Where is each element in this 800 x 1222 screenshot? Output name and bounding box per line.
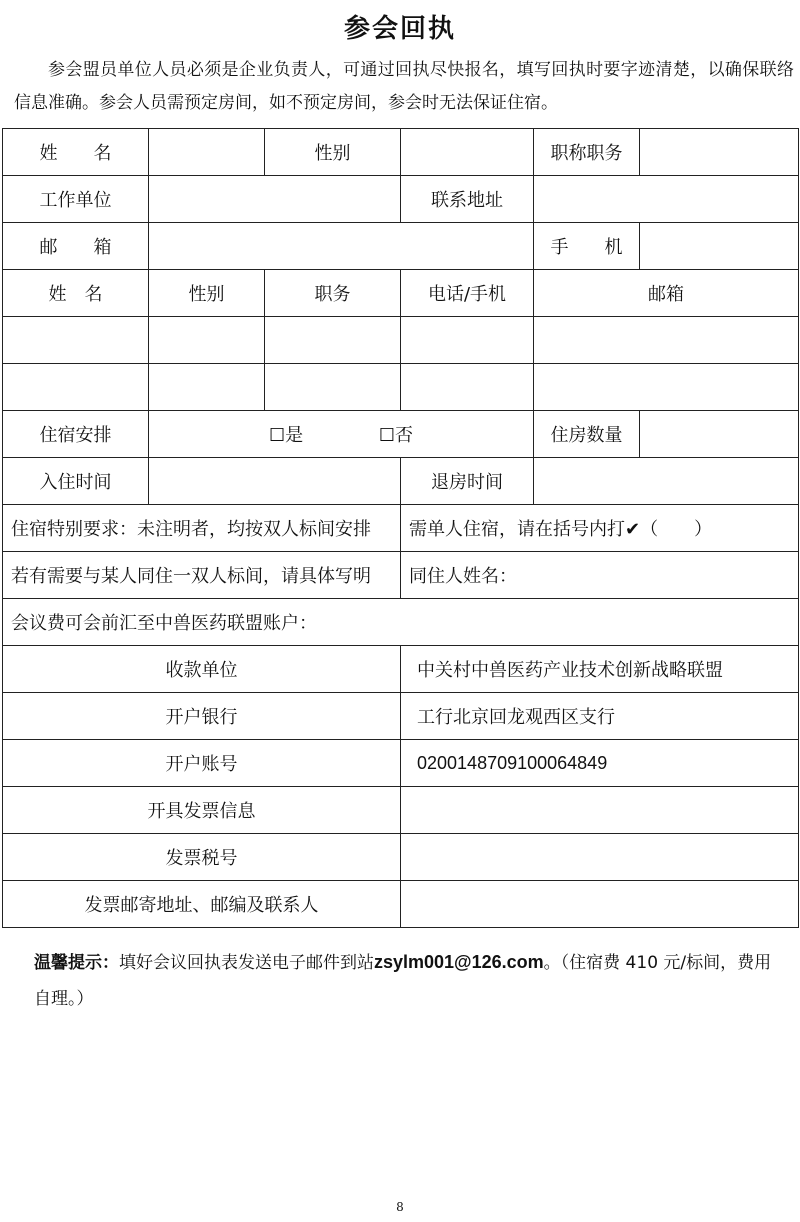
attendee-phone-field[interactable] <box>401 364 534 411</box>
attendee-gender-field[interactable] <box>149 364 265 411</box>
invoice-address-label: 发票邮寄地址、邮编及联系人 <box>3 881 401 928</box>
bank-value: 工行北京回龙观西区支行 <box>401 693 799 740</box>
email-label: 邮 箱 <box>3 223 149 270</box>
share-room-text: 若有需要与某人同住一双人标间，请具体写明 <box>3 552 401 599</box>
room-count-label: 住房数量 <box>534 411 640 458</box>
page-number: 8 <box>396 1200 404 1214</box>
attendee-row <box>3 364 799 411</box>
attendee-row <box>3 317 799 364</box>
tip-label: 温馨提示： <box>34 953 119 973</box>
checkin-field[interactable] <box>149 458 401 505</box>
row-account <box>3 740 799 787</box>
special-request-text: 住宿特别要求：未注明者，均按双人标间安排 <box>3 505 401 552</box>
page-title: 参会回执 <box>343 14 456 44</box>
row-invoice-info <box>3 787 799 834</box>
attendee-name-field[interactable] <box>3 317 149 364</box>
gender-label: 性别 <box>265 129 401 176</box>
attendee-phone-header: 电话/手机 <box>401 270 534 317</box>
attendee-gender-header: 性别 <box>149 270 265 317</box>
payee-value: 中关村中兽医药产业技术创新战略联盟 <box>401 646 799 693</box>
tip-text: 填好会议回执表发送电子邮件到站 <box>119 953 374 973</box>
accommodation-label: 住宿安排 <box>3 411 149 458</box>
attendee-phone-field[interactable] <box>401 317 534 364</box>
gender-field[interactable] <box>401 129 534 176</box>
checkout-field[interactable] <box>534 458 799 505</box>
attendee-email-field[interactable] <box>534 317 799 364</box>
invoice-address-field[interactable] <box>401 881 799 928</box>
checkin-label: 入住时间 <box>3 458 149 505</box>
invoice-info-label: 开具发票信息 <box>3 787 401 834</box>
tax-id-label: 发票税号 <box>3 834 401 881</box>
row-dates <box>3 458 799 505</box>
row-contact <box>3 223 799 270</box>
attendee-gender-field[interactable] <box>149 317 265 364</box>
attendee-position-field[interactable] <box>265 364 401 411</box>
mobile-field[interactable] <box>640 223 799 270</box>
row-special <box>3 505 799 552</box>
account-value: 0200148709100064849 <box>401 740 799 787</box>
title-position-label: 职称职务 <box>534 129 640 176</box>
registration-form <box>2 128 799 928</box>
accommodation-options <box>149 411 534 458</box>
roommate-field[interactable]: 同住人姓名： <box>401 552 799 599</box>
mobile-label: 手 机 <box>534 223 640 270</box>
attendee-name-header: 姓 名 <box>3 270 149 317</box>
row-tax-id <box>3 834 799 881</box>
row-invoice-address <box>3 881 799 928</box>
address-field[interactable] <box>534 176 799 223</box>
row-bank <box>3 693 799 740</box>
checkout-label: 退房时间 <box>401 458 534 505</box>
account-label: 开户账号 <box>3 740 401 787</box>
tip-note <box>34 944 784 1017</box>
invoice-info-field[interactable] <box>401 787 799 834</box>
attendee-position-field[interactable] <box>265 317 401 364</box>
single-room-option[interactable]: 需单人住宿，请在括号内打✔（ ） <box>401 505 799 552</box>
row-share <box>3 552 799 599</box>
work-unit-label: 工作单位 <box>3 176 149 223</box>
title-position-field[interactable] <box>640 129 799 176</box>
contact-email[interactable]: zsylm001@126.com <box>374 952 544 972</box>
tip-text-end: 。（住宿费 410 元/标间，费用自理。） <box>34 953 772 1009</box>
no-checkbox[interactable]: ☐否 <box>378 425 413 446</box>
tax-id-field[interactable] <box>401 834 799 881</box>
intro-paragraph: 参会盟员单位人员必须是企业负责人，可通过回执尽快报名，填写回执时要字迹清楚，以确保联络信息准确。参会人员需预定房间，如不预定房间，参会时无法保证住宿。 <box>14 60 794 113</box>
address-label: 联系地址 <box>401 176 534 223</box>
room-count-field[interactable] <box>640 411 799 458</box>
attendee-position-header: 职务 <box>265 270 401 317</box>
row-personal <box>3 129 799 176</box>
attendee-email-header: 邮箱 <box>534 270 799 317</box>
payee-label: 收款单位 <box>3 646 401 693</box>
attendee-email-field[interactable] <box>534 364 799 411</box>
bank-label: 开户银行 <box>3 693 401 740</box>
row-accommodation <box>3 411 799 458</box>
row-payee <box>3 646 799 693</box>
work-unit-field[interactable] <box>149 176 401 223</box>
row-work <box>3 176 799 223</box>
attendee-name-field[interactable] <box>3 364 149 411</box>
yes-checkbox[interactable]: ☐是 <box>268 425 304 446</box>
email-field[interactable] <box>149 223 534 270</box>
name-label: 姓 名 <box>3 129 149 176</box>
fee-note: 会议费可会前汇至中兽医药联盟账户： <box>3 599 799 646</box>
row-fee <box>3 599 799 646</box>
name-field[interactable] <box>149 129 265 176</box>
attendee-header-row <box>3 270 799 317</box>
